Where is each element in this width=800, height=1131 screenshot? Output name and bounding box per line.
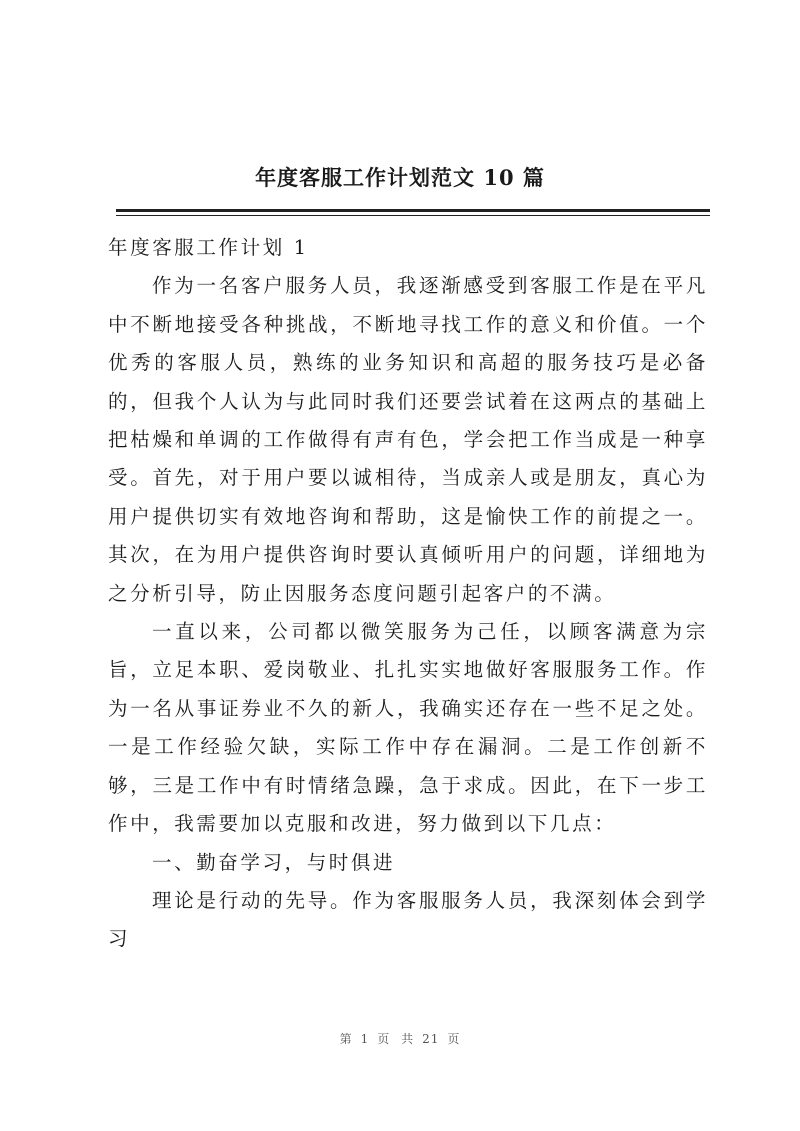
footer-label-page: 第 — [339, 1032, 353, 1046]
footer-label-total: 页 共 — [377, 1032, 415, 1046]
document-body — [108, 229, 708, 959]
document-title: 年度客服工作计划范文 10 篇 — [255, 165, 545, 190]
section-heading: 年度客服工作计划 1 — [108, 236, 309, 259]
paragraph: 一直以来，公司都以微笑服务为己任，以顾客满意为宗旨，立足本职、爱岗敬业、扎扎实实地做好客服服务工作。作为一名从事证券业不久的新人，我确实还存在一些不足之处。一是工作经验欠缺，实际工作中存在漏洞。二是工作创新不够，三是工作中有时情绪急躁，急于求成。因此，在下一步工作中，我需要加以克服和改进，努力做到以下几点： — [108, 620, 708, 836]
paragraph: 作为一名客户服务人员，我逐渐感受到客服工作是在平凡中不断地接受各种挑战，不断地寻找工作的意义和价值。一个优秀的客服人员，熟练的业务知识和高超的服务技巧是必备的，但我个人认为与此同时我们还要尝试着在这两点的基础上把枯燥和单调的工作做得有声有色，学会把工作当成是一种享受。首先，对于用户要以诚相待，当成亲人或是朋友，真心为用户提供切实有效地咨询和帮助，这是愉快工作的前提之一。其次，在为用户提供咨询时要认真倾听用户的问题，详细地为之分析引导，防止因服务态度问题引起客户的不满。 — [108, 274, 708, 605]
page-footer — [0, 1030, 800, 1047]
title-rule-thin — [116, 215, 710, 216]
footer-label-end: 页 — [447, 1032, 461, 1046]
title-rule-thick — [116, 209, 710, 212]
paragraph: 理论是行动的先导。作为客服服务人员，我深刻体会到学习 — [108, 888, 708, 951]
subheading: 一、勤奋学习，与时俱进 — [152, 850, 396, 874]
footer-current-page: 1 — [360, 1032, 370, 1046]
footer-total-pages: 21 — [422, 1032, 440, 1046]
